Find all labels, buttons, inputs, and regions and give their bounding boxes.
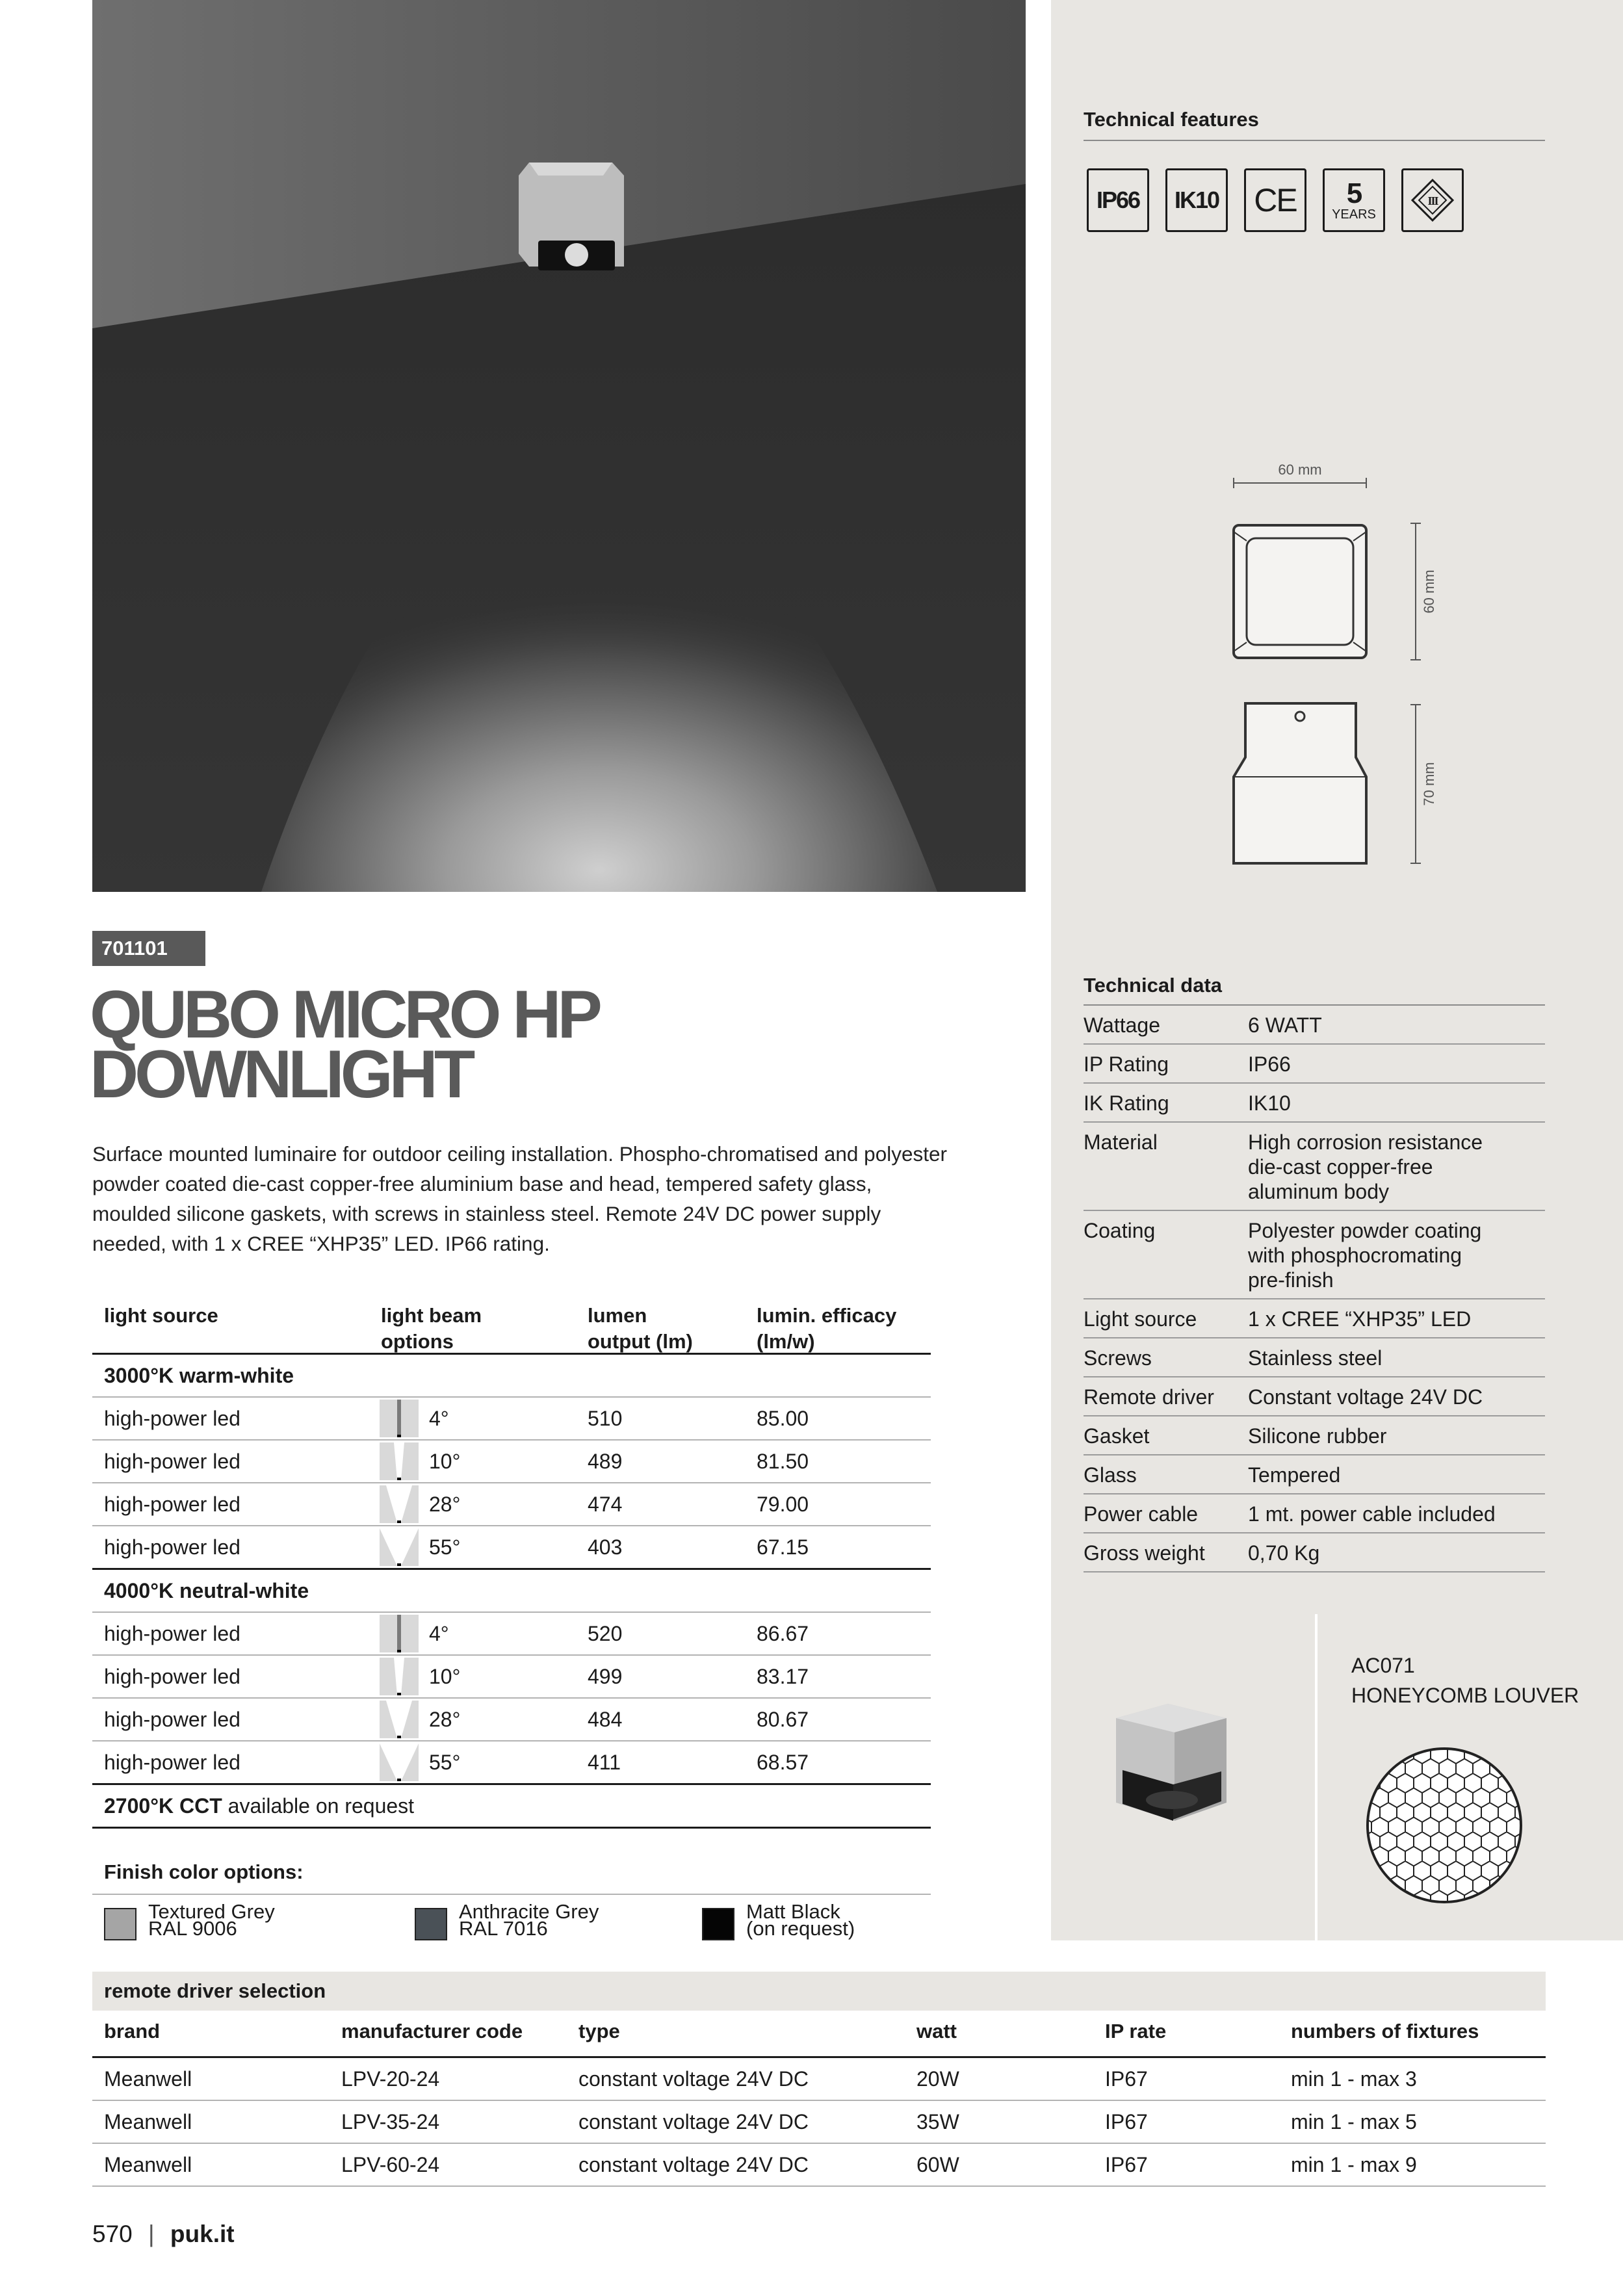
table-row — [92, 1526, 931, 1570]
table-row — [92, 1483, 931, 1526]
row-lumen: 484 — [588, 1708, 623, 1731]
honeycomb-louver-icon — [1363, 1744, 1526, 1907]
row-efficacy: 67.15 — [757, 1535, 809, 1559]
tech-value: Constant voltage 24V DC — [1248, 1385, 1483, 1409]
cct-note — [92, 1785, 931, 1829]
row-beam: 28° — [429, 1708, 461, 1731]
row-lumen: 489 — [588, 1450, 623, 1473]
page-number: 570 — [92, 2221, 133, 2247]
row-lumen: 499 — [588, 1665, 623, 1688]
row-lumen: 474 — [588, 1493, 623, 1516]
ik10-label: IK10 — [1174, 187, 1219, 213]
row-beam: 4° — [429, 1407, 449, 1430]
driver-row — [92, 2144, 1546, 2187]
finish-anthracite-ral: RAL 7016 — [459, 1917, 548, 1940]
tech-value: IK10 — [1248, 1091, 1291, 1115]
product-title — [90, 977, 599, 1112]
tech-key: Screws — [1084, 1346, 1152, 1370]
dim-width-label: 60 mm — [1278, 462, 1322, 478]
product-title-line-1: QUBO MICRO HP — [90, 977, 599, 1052]
beam-55-icon — [380, 1528, 419, 1566]
driver-fixtures: min 1 - max 5 — [1291, 2110, 1417, 2133]
section-3000k — [92, 1355, 931, 1398]
row-lumen: 403 — [588, 1535, 623, 1559]
row-lumen: 510 — [588, 1407, 623, 1430]
row-beam: 10° — [429, 1665, 461, 1688]
header-efficacy-line-1: lumin. efficacy — [757, 1304, 897, 1327]
tech-row-ip — [1084, 1045, 1545, 1084]
row-lumen: 520 — [588, 1622, 623, 1645]
section-3000k-label: 3000°K warm-white — [104, 1364, 294, 1387]
page-footer — [92, 2221, 235, 2248]
row-source: high-power led — [104, 1450, 240, 1473]
driver-type: constant voltage 24V DC — [578, 2153, 809, 2176]
driver-code: LPV-60-24 — [341, 2153, 440, 2176]
tech-key: IK Rating — [1084, 1091, 1169, 1115]
warranty-years-label: YEARS — [1332, 207, 1376, 222]
tech-row-gasket — [1084, 1416, 1545, 1455]
class-three-label: III — [1427, 194, 1438, 207]
header-efficacy — [757, 1303, 896, 1355]
header-lumen-line-1: lumen — [588, 1304, 647, 1327]
row-source: high-power led — [104, 1493, 240, 1516]
technical-features-title: Technical features — [1084, 108, 1259, 131]
row-efficacy: 85.00 — [757, 1407, 809, 1430]
driver-header-type: type — [578, 2020, 620, 2042]
tech-row-light-source — [1084, 1299, 1545, 1338]
section-4000k — [92, 1570, 931, 1613]
header-beam-line-1: light beam — [381, 1304, 482, 1327]
tech-key: Gasket — [1084, 1424, 1150, 1448]
beam-10-icon — [380, 1658, 419, 1695]
product-title-line-2: DOWNLIGHT — [90, 1037, 472, 1112]
class-three-icon — [1401, 168, 1464, 232]
driver-header-watt: watt — [916, 2020, 957, 2042]
cct-note-text — [104, 1785, 414, 1827]
accessory-info — [1318, 1614, 1623, 1940]
cct-note-bold: 2700°K CCT — [104, 1794, 222, 1818]
tech-row-gross-weight — [1084, 1533, 1545, 1572]
driver-section-band — [92, 1972, 1546, 2011]
finish-grey-name: Textured Grey — [148, 1900, 275, 1923]
warranty-years-number: 5 — [1346, 177, 1362, 209]
tech-row-power-cable — [1084, 1494, 1545, 1533]
tech-row-screws — [1084, 1338, 1545, 1377]
accessory-name: HONEYCOMB LOUVER — [1351, 1684, 1579, 1707]
finish-label-grey — [148, 1900, 275, 1940]
tech-key: Gross weight — [1084, 1541, 1205, 1565]
driver-ip: IP67 — [1105, 2067, 1148, 2091]
driver-table — [92, 2011, 1546, 2187]
row-source: high-power led — [104, 1665, 240, 1688]
table-row — [92, 1441, 931, 1483]
driver-code: LPV-20-24 — [341, 2067, 440, 2091]
header-efficacy-line-2: (lm/w) — [757, 1330, 815, 1353]
accessory-code: AC071 — [1351, 1654, 1415, 1677]
tech-value: 1 mt. power cable included — [1248, 1502, 1496, 1526]
row-beam: 4° — [429, 1622, 449, 1645]
tech-row-remote-driver — [1084, 1377, 1545, 1416]
finish-label-anthracite — [459, 1900, 599, 1940]
tech-row-glass — [1084, 1455, 1545, 1494]
dim-depth-label: 60 mm — [1421, 569, 1437, 614]
driver-header-code: manufacturer code — [341, 2020, 523, 2042]
ce-mark-icon — [1244, 168, 1306, 232]
header-lumen-line-2: output (lm) — [588, 1330, 693, 1353]
beam-4-icon — [380, 1615, 419, 1652]
tech-row-coating — [1084, 1211, 1545, 1299]
tech-value: 0,70 Kg — [1248, 1541, 1320, 1565]
tech-value: 1 x CREE “XHP35” LED — [1248, 1307, 1472, 1331]
tech-key: Light source — [1084, 1307, 1197, 1331]
finish-anthracite-name: Anthracite Grey — [459, 1900, 599, 1923]
tech-value: High corrosion resistance die-cast copper-free aluminum body — [1248, 1130, 1483, 1203]
product-photo — [92, 0, 1026, 892]
luminaire-photo — [519, 163, 624, 270]
tech-key: Remote driver — [1084, 1385, 1214, 1409]
finish-title: Finish color options: — [104, 1860, 304, 1883]
top-view-outline — [1234, 525, 1366, 658]
tech-value: Polyester powder coating with phosphocromating pre-finish — [1248, 1219, 1482, 1292]
ce-label: CE — [1254, 182, 1297, 218]
driver-watt: 20W — [916, 2067, 959, 2091]
row-lumen: 411 — [588, 1751, 621, 1774]
tech-key: Wattage — [1084, 1013, 1160, 1037]
row-efficacy: 79.00 — [757, 1493, 809, 1516]
tech-key: Material — [1084, 1130, 1158, 1154]
row-source: high-power led — [104, 1407, 240, 1430]
product-description: Surface mounted luminaire for outdoor ceiling installation. Phospho-chromatised and polyester powder coated die-cast copper-free aluminium base and head, tempered safety glass, moulded silicone gaskets, with screws in stainless steel. Remote 24V DC power supply needed, with 1 x CREE “XHP35” LED. IP66 rating. — [92, 1142, 947, 1255]
row-efficacy: 86.67 — [757, 1622, 809, 1645]
class-three-diamond-icon — [1410, 177, 1455, 223]
finish-label-black — [746, 1900, 855, 1940]
row-source: high-power led — [104, 1708, 240, 1731]
driver-code: LPV-35-24 — [341, 2110, 440, 2133]
driver-table-header — [92, 2011, 1546, 2058]
table-row — [92, 1613, 931, 1656]
section-4000k-label: 4000°K neutral-white — [104, 1579, 309, 1602]
row-source: high-power led — [104, 1622, 240, 1645]
driver-type: constant voltage 24V DC — [578, 2067, 809, 2091]
beam-10-icon — [380, 1442, 419, 1480]
row-efficacy: 81.50 — [757, 1450, 809, 1473]
finish-black-name: Matt Black — [746, 1900, 840, 1923]
beam-28-icon — [380, 1701, 419, 1738]
tech-row-ik — [1084, 1084, 1545, 1123]
cct-note-rest: available on request — [222, 1794, 415, 1818]
row-source: high-power led — [104, 1751, 240, 1774]
driver-header-brand: brand — [104, 2020, 161, 2042]
beam-4-icon — [380, 1400, 419, 1437]
light-source-table — [92, 1291, 931, 1829]
driver-fixtures: min 1 - max 9 — [1291, 2153, 1417, 2176]
side-view-outline — [1234, 703, 1366, 863]
beam-55-icon — [380, 1743, 419, 1781]
tech-row-material — [1084, 1123, 1545, 1211]
dimension-drawing — [1222, 455, 1456, 871]
ip66-label: IP66 — [1096, 187, 1140, 213]
footer-separator: | — [148, 2221, 155, 2247]
dim-height-label: 70 mm — [1421, 762, 1437, 806]
tech-value: 6 WATT — [1248, 1013, 1322, 1037]
ceiling-scene-image — [92, 0, 1026, 892]
driver-ip: IP67 — [1105, 2153, 1148, 2176]
header-light-source: light source — [104, 1304, 218, 1327]
finish-black-note: (on request) — [746, 1917, 855, 1940]
ik10-icon — [1165, 168, 1228, 232]
row-efficacy: 80.67 — [757, 1708, 809, 1731]
tech-row-wattage — [1084, 1006, 1545, 1045]
row-efficacy: 68.57 — [757, 1751, 809, 1774]
features-divider — [1084, 140, 1545, 141]
driver-header-fixtures: numbers of fixtures — [1291, 2020, 1479, 2042]
beam-28-icon — [380, 1485, 419, 1523]
driver-type: constant voltage 24V DC — [578, 2110, 809, 2133]
tech-value: Tempered — [1248, 1463, 1341, 1487]
row-efficacy: 83.17 — [757, 1665, 809, 1688]
accessory-text — [1351, 1650, 1579, 1710]
finish-grey-ral: RAL 9006 — [148, 1917, 237, 1940]
driver-row — [92, 2058, 1546, 2101]
tech-key: Power cable — [1084, 1502, 1199, 1526]
light-table-header — [92, 1291, 931, 1355]
finish-divider — [92, 1894, 931, 1895]
row-beam: 10° — [429, 1450, 461, 1473]
row-source: high-power led — [104, 1535, 240, 1559]
tech-value: IP66 — [1248, 1052, 1291, 1076]
table-row — [92, 1398, 931, 1441]
finish-swatch-grey — [104, 1908, 136, 1940]
accessory-photo — [1051, 1614, 1315, 1940]
tech-key: IP Rating — [1084, 1052, 1169, 1076]
ip66-icon — [1087, 168, 1149, 232]
header-beam-line-2: options — [381, 1330, 454, 1353]
row-beam: 55° — [429, 1535, 461, 1559]
driver-brand: Meanwell — [104, 2067, 192, 2091]
table-row — [92, 1656, 931, 1699]
driver-header-ip: IP rate — [1105, 2020, 1167, 2042]
row-beam: 55° — [429, 1751, 461, 1774]
driver-brand: Meanwell — [104, 2153, 192, 2176]
finish-swatch-black — [702, 1908, 734, 1940]
row-beam: 28° — [429, 1493, 461, 1516]
tech-key: Coating — [1084, 1219, 1156, 1242]
accessory-luminaire-image — [1051, 1614, 1315, 1940]
technical-data-table — [1084, 1006, 1545, 1572]
finish-swatch-anthracite — [415, 1908, 447, 1940]
driver-watt: 35W — [916, 2110, 959, 2133]
five-years-warranty-icon — [1323, 168, 1385, 232]
tech-key: Glass — [1084, 1463, 1137, 1487]
driver-section-title: remote driver selection — [104, 1979, 326, 2002]
driver-fixtures: min 1 - max 3 — [1291, 2067, 1417, 2091]
table-row — [92, 1742, 931, 1785]
tech-value: Stainless steel — [1248, 1346, 1383, 1370]
header-beam — [381, 1303, 482, 1355]
product-code-tag: 701101 — [92, 931, 205, 966]
driver-brand: Meanwell — [104, 2110, 192, 2133]
driver-row — [92, 2101, 1546, 2144]
driver-ip: IP67 — [1105, 2110, 1148, 2133]
footer-website-link[interactable]: puk.it — [170, 2221, 235, 2247]
table-row — [92, 1699, 931, 1742]
technical-data-title: Technical data — [1084, 974, 1223, 997]
header-lumen — [588, 1303, 693, 1355]
driver-watt: 60W — [916, 2153, 959, 2176]
tech-value: Silicone rubber — [1248, 1424, 1387, 1448]
